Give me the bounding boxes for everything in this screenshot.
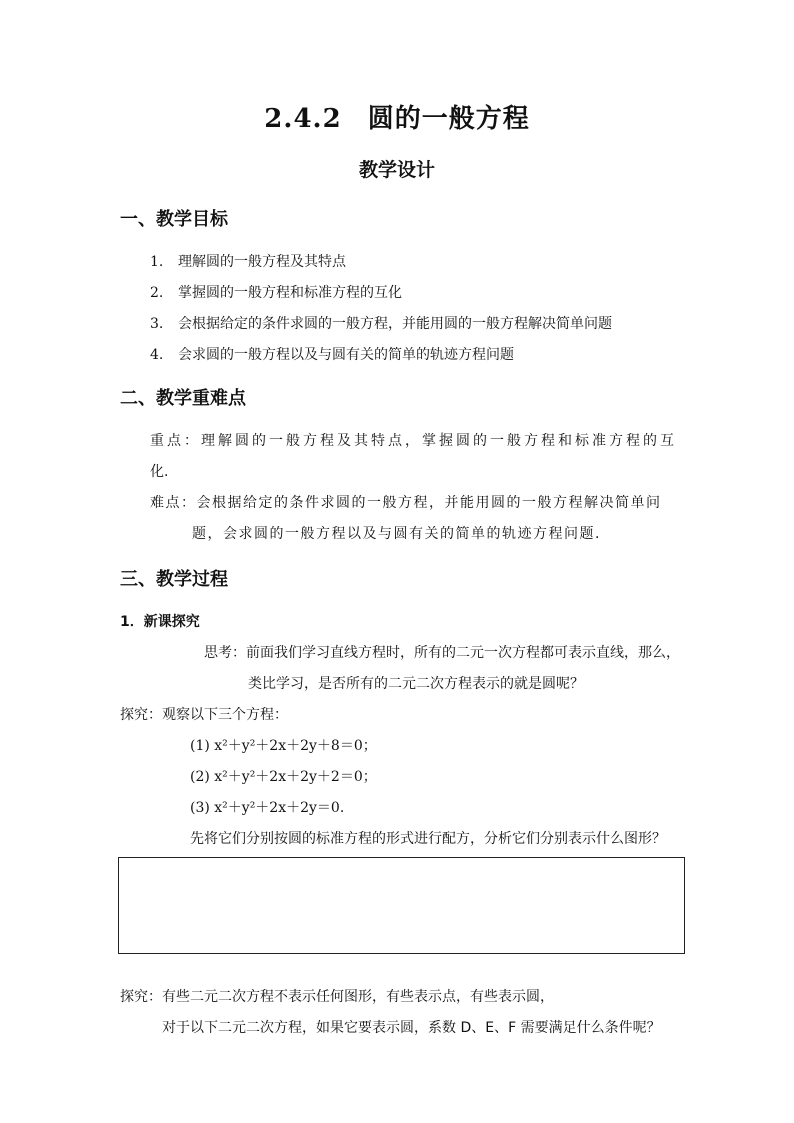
focus-line-1: 重点：理解圆的一般方程及其特点，掌握圆的一般方程和标准方程的互 [150, 433, 677, 449]
section-heading-key-points: 二、教学重难点 [120, 388, 246, 409]
explore2-line-2: 对于以下二元二次方程，如果它要表示圆，系数 D、E、F 需要满足什么条件呢？ [162, 1020, 661, 1036]
goal-item-1 [150, 251, 346, 271]
page-title [0, 98, 794, 135]
page-subtitle: 教学设计 [358, 159, 435, 181]
explore-intro: 探究：观察以下三个方程： [120, 707, 288, 723]
equation-1: (1) x²＋y²＋2x＋2y＋8＝0； [190, 738, 377, 754]
goal-number: 1. [150, 254, 164, 270]
question-text: 先将它们分别按圆的标准方程的形式进行配方，分析它们分别表示什么图形？ [190, 831, 666, 847]
goal-number: 2. [150, 285, 164, 301]
section-number: 2.4.2 [264, 104, 342, 134]
difficulty-line-1: 难点：会根据给定的条件求圆的一般方程，并能用圆的一般方程解决简单问 [150, 495, 662, 511]
sub-heading-new-lesson: 1．新课探究 [120, 614, 200, 630]
focus-line-2: 化. [150, 464, 169, 480]
goal-text: 会根据给定的条件求圆的一般方程，并能用圆的一般方程解决简单问题 [178, 316, 612, 332]
goal-item-4 [150, 344, 514, 364]
goal-item-3 [150, 313, 612, 333]
explore2-line-1: 探究：有些二元二次方程不表示任何图形，有些表示点，有些表示圆， [120, 989, 554, 1005]
section-heading-goals: 一、教学目标 [120, 209, 228, 230]
think-line-2: 类比学习，是否所有的二元二次方程表示的就是圆呢？ [248, 676, 584, 692]
equation-2: (2) x²＋y²＋2x＋2y＋2＝0； [190, 769, 377, 785]
equation-3: (3) x²＋y²＋2x＋2y＝0. [190, 800, 345, 816]
answer-box[interactable] [118, 857, 685, 954]
goal-text: 会求圆的一般方程以及与圆有关的简单的轨迹方程问题 [178, 347, 514, 363]
goal-item-2 [150, 282, 402, 302]
goal-text: 掌握圆的一般方程和标准方程的互化 [178, 285, 402, 301]
think-line-1: 思考：前面我们学习直线方程时，所有的二元一次方程都可表示直线，那么， [204, 645, 680, 661]
goal-text: 理解圆的一般方程及其特点 [178, 254, 346, 270]
section-heading-process: 三、教学过程 [120, 569, 228, 590]
goal-number: 4. [150, 347, 164, 363]
title-text: 圆的一般方程 [367, 104, 530, 134]
goal-number: 3. [150, 316, 164, 332]
difficulty-line-2: 题，会求圆的一般方程以及与圆有关的简单的轨迹方程问题. [192, 526, 601, 542]
